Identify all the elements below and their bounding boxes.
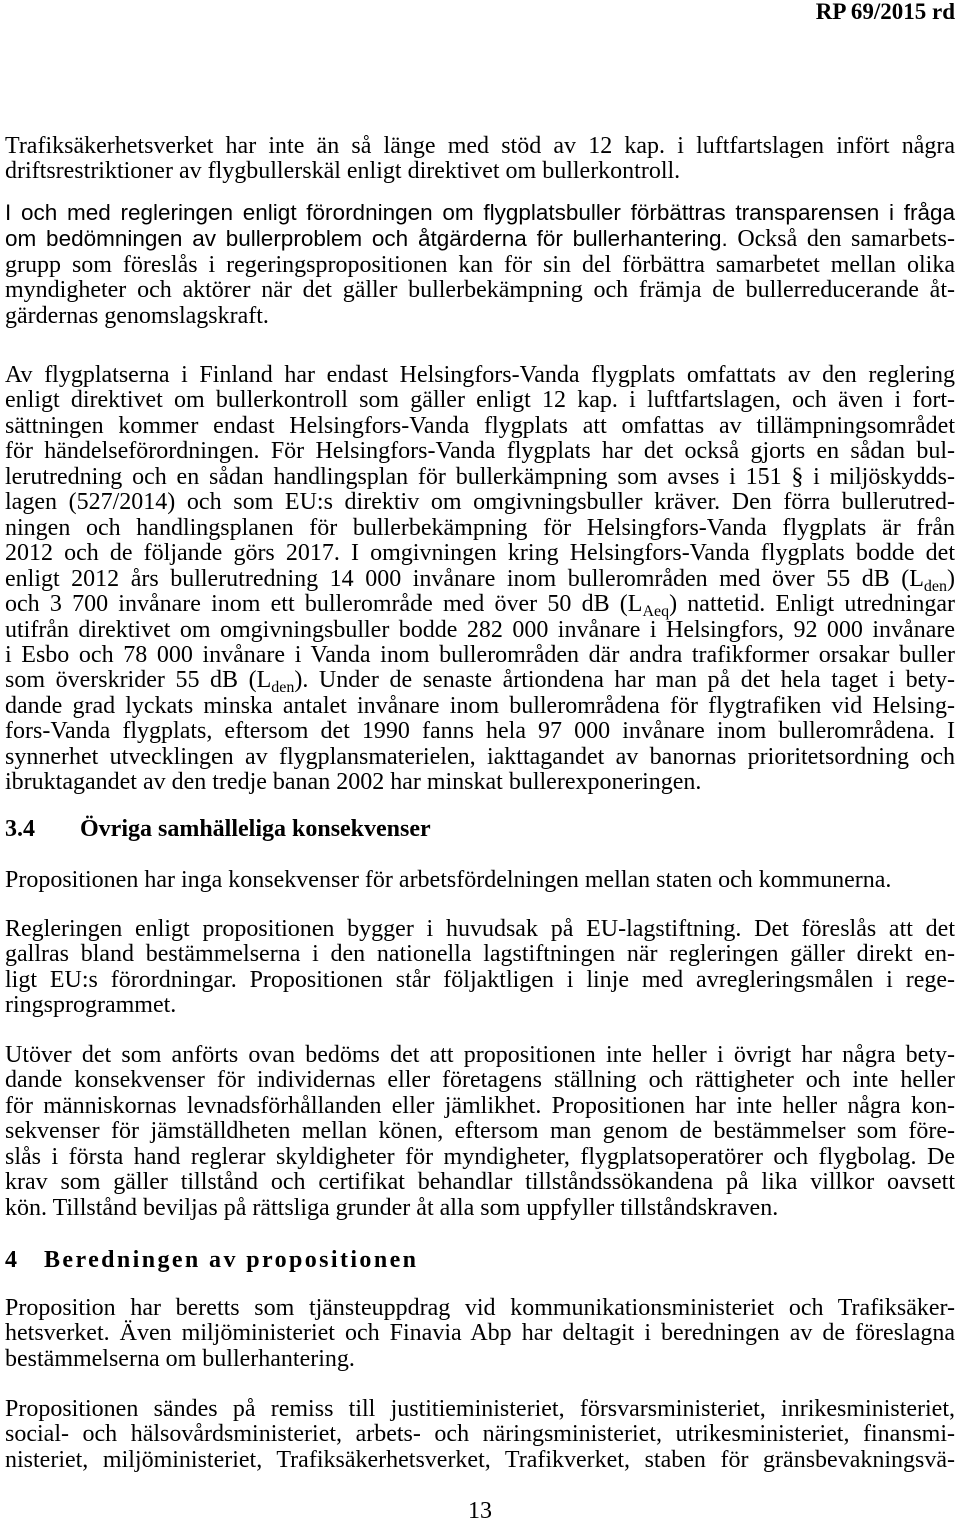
text-line	[5, 226, 955, 252]
subscript: Aeq	[642, 603, 670, 621]
text-segment: )	[947, 565, 955, 592]
text-segment: ). Under de senaste årtiondena har man på det hela taget i bety-	[294, 667, 955, 694]
text-line: ningen och handlingsplanen för bullerbekämpning för Helsingfors-Vanda flygplats är från	[5, 514, 955, 541]
text-line: myndigheter och aktörer när det gäller bullerbekämpning och främja de bullerreducerande åt-	[5, 277, 955, 304]
text-line: Propositionen sändes på remiss till justitieministeriet, försvarsministeriet, inrikesministeriet,	[5, 1396, 955, 1422]
paragraph	[5, 917, 955, 1019]
text-line: ringsprogrammet.	[5, 992, 177, 1019]
text-line: slås i första hand reglerar skyldigheter för myndigheter, flygplatsoperatörer och flygbolag. De	[5, 1143, 955, 1170]
text-segment: ) nattetid. Enligt utredningar	[669, 591, 955, 618]
text-line: sekvenser för jämställdheten mellan könen, eftersom man genom de bestämmelser som före-	[5, 1118, 955, 1145]
text-line: bestämmelserna om bullerhantering.	[5, 1345, 355, 1372]
paragraph	[5, 1397, 955, 1473]
text-line: i Esbo och 78 000 invånare i Vanda inom bullerområden där andra trafikformer orsakar buller	[5, 641, 955, 668]
text-segment: I och med regleringen enligt förordningen om flygplatsbuller förbättras transparensen i fråga	[5, 200, 955, 225]
page-number: 13	[468, 1498, 492, 1524]
paragraph	[5, 868, 955, 893]
paragraph	[5, 1296, 955, 1372]
text-line: synnerhet utvecklingen av flygplansmaterielen, iakttagandet av banornas prioritetsordning och	[5, 743, 955, 770]
text-line: Regleringen enligt propositionen bygger i huvudsak på EU-lagstiftning. Det föreslås att det	[5, 916, 955, 942]
text-line	[5, 591, 955, 621]
paragraph	[5, 200, 955, 329]
text-line: krav som gäller tillstånd och certifikat behandlar tillståndssökandena på lika villkor oavsett	[5, 1169, 955, 1196]
text-line: Propositionen har inga konsekvenser för arbetsfördelningen mellan staten och kommunerna.	[5, 867, 892, 893]
subscript: den	[923, 577, 947, 595]
chapter-title: Beredningen av propositionen	[44, 1247, 419, 1273]
text-line: fors-Vanda flygplats, eftersom det 1990 fanns hela 97 000 invånare inom bullerområdena. I	[5, 718, 955, 745]
text-line: grupp som föreslås i regeringspropositionen kan för sin del förbättra samarbetet mellan olika	[5, 251, 955, 278]
text-line: enligt direktivet om bullerkontroll som gäller enligt 12 kap. i luftfartslagen, och även i fort-	[5, 387, 955, 414]
text-line: Utöver det som anförts ovan bedöms det att propositionen inte heller i övrigt har några bety-	[5, 1042, 955, 1068]
text-line: gärdernas genomslagskraft.	[5, 302, 269, 329]
text-line: Trafiksäkerhetsverket har inte än så länge med stöd av 12 kap. i luftfartslagen infört några	[5, 133, 955, 159]
text-segment: om bedömningen av bullerproblem och åtgärderna för bullerhantering.	[5, 226, 728, 252]
text-line: Av flygplatserna i Finland har endast Helsingfors-Vanda flygplats omfattats av den reglering	[5, 362, 955, 388]
section-number: 3.4	[5, 816, 35, 842]
text-line: social- och hälsovårdsministeriet, arbets- och näringsministeriet, utrikesministeriet, finansmi-	[5, 1421, 955, 1448]
text-line: kön. Tillstånd beviljas på rättsliga grunder åt alla som uppfyller tillståndskraven.	[5, 1194, 779, 1221]
document-id-header: RP 69/2015 rd	[815, 0, 955, 24]
text-line: sättningen kommer endast Helsingfors-Vanda flygplats att omfattas av tillämpningsområdet	[5, 412, 955, 439]
text-line: lerutredning och en sådan handlingsplan för bullerkämpning som avses i 151 § i miljöskydds-	[5, 463, 955, 490]
text-line: dande konsekvenser för individernas eller företagens ställning och rättigheter och inte heller	[5, 1067, 955, 1094]
text-line: för händelseförordningen. För Helsingfors-Vanda flygplats har det också gjorts en sådan bul-	[5, 438, 955, 465]
text-segment: enligt 2012 års bullerutredning 14 000 invånare inom bullerområden med över 55 dB (L	[5, 565, 924, 592]
section-title: Övriga samhälleliga konsekvenser	[80, 816, 431, 842]
section-heading	[0, 816, 960, 842]
text-line: för människornas levnadsförhållanden eller jämlikhet. Propositionen har inte heller några kon-	[5, 1092, 955, 1119]
text-line: ligt EU:s förordningar. Propositionen står följaktligen i linje med avregleringsmålen i rege-	[5, 966, 955, 993]
paragraph	[5, 363, 955, 796]
chapter-heading	[0, 1247, 960, 1273]
text-line: dande grad lyckats minska antalet invånare inom bullerområdena för flygtrafiken vid Helsing-	[5, 692, 955, 719]
text-line: nisteriet, miljöministeriet, Trafiksäkerhetsverket, Trafikverket, staben för gränsbevakningsvä-	[5, 1446, 955, 1473]
text-line: utifrån direktivet om omgivningsbuller bodde 282 000 invånare i Helsingfors, 92 000 invånare	[5, 616, 955, 643]
text-segment: som överskrider 55 dB (L	[5, 667, 272, 694]
text-line	[5, 667, 955, 697]
subscript: den	[271, 679, 295, 697]
text-line: gallras bland bestämmelserna i den nationella lagstiftningen när regleringen gäller direkt en-	[5, 941, 955, 968]
text-line	[5, 200, 955, 226]
text-line: Proposition har beretts som tjänsteuppdrag vid kommunikationsministeriet och Trafiksäker-	[5, 1295, 955, 1321]
chapter-number: 4	[5, 1247, 17, 1273]
text-line: ibruktagandet av den tredje banan 2002 har minskat bullerexponeringen.	[5, 769, 702, 796]
paragraph	[5, 134, 955, 185]
text-line	[5, 565, 955, 595]
text-line: lagen (527/2014) och som EU:s direktiv om omgivningsbuller kräver. Den förra bullerutred-	[5, 489, 955, 516]
text-line: 2012 och de följande görs 2017. I omgivningen kring Helsingfors-Vanda flygplats bodde det	[5, 540, 955, 567]
text-segment: och 3 700 invånare inom ett bullerområde med över 50 dB (L	[5, 591, 643, 618]
paragraph	[5, 1043, 955, 1221]
text-segment: Också den samarbets-	[727, 226, 955, 253]
text-line: hetsverket. Även miljöministeriet och Finavia Abp har deltagit i beredningen av de föreslagna	[5, 1320, 955, 1347]
text-line: driftsrestriktioner av flygbullerskäl enligt direktivet om bullerkontroll.	[5, 158, 681, 185]
